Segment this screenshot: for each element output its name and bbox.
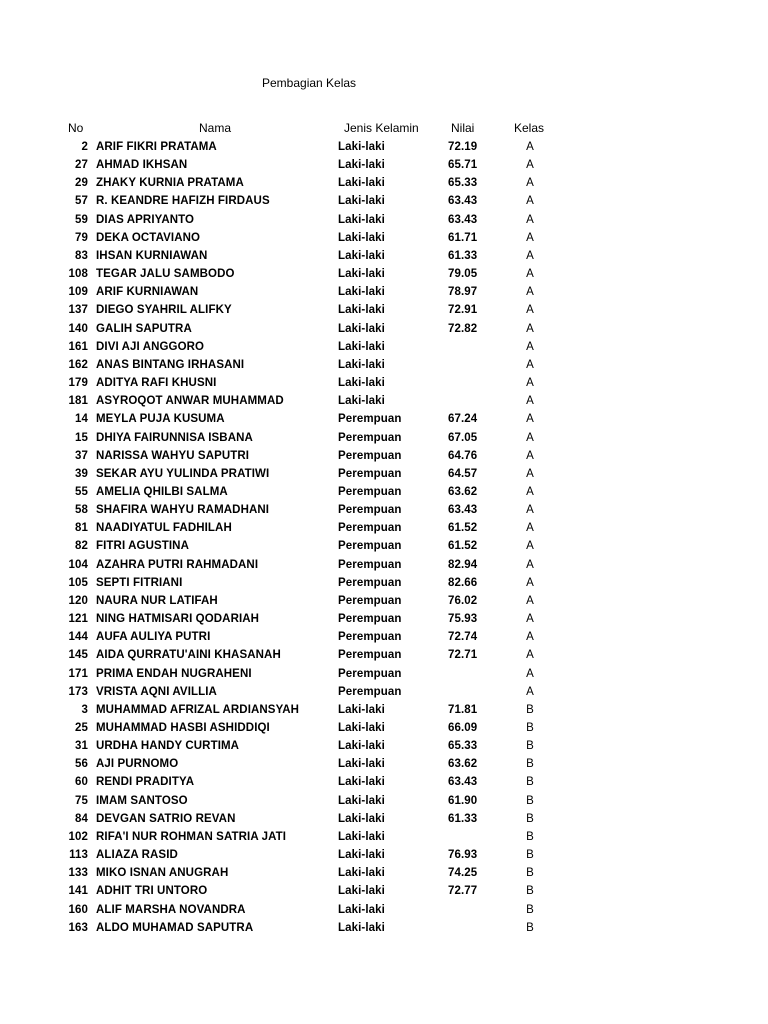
cell-nama: AIDA QURRATU'AINI KHASANAH [96, 649, 281, 662]
cell-nama: DIVI AJI ANGGORO [96, 340, 205, 353]
table-row [0, 158, 768, 176]
cell-no: 75 [75, 794, 88, 807]
table-row [0, 812, 768, 830]
cell-nama: ALIF MARSHA NOVANDRA [96, 903, 246, 916]
cell-kelas: B [526, 794, 534, 807]
cell-jenis-kelamin: Perempuan [338, 576, 402, 589]
cell-nama: R. KEANDRE HAFIZH FIRDAUS [96, 195, 270, 208]
cell-kelas: B [526, 830, 534, 843]
table-row [0, 903, 768, 921]
table-row [0, 358, 768, 376]
cell-jenis-kelamin: Laki-laki [338, 830, 385, 843]
cell-nama: DHIYA FAIRUNNISA ISBANA [96, 431, 253, 444]
table-row [0, 412, 768, 430]
cell-no: 160 [68, 903, 88, 916]
table-row [0, 667, 768, 685]
cell-kelas: A [526, 467, 534, 480]
cell-no: 144 [68, 631, 88, 644]
cell-nama: AJI PURNOMO [96, 758, 179, 771]
cell-nama: SEKAR AYU YULINDA PRATIWI [96, 467, 270, 480]
cell-jenis-kelamin: Laki-laki [338, 849, 385, 862]
cell-nama: PRIMA ENDAH NUGRAHENI [96, 667, 252, 680]
cell-nilai: 61.90 [448, 794, 478, 807]
cell-kelas: A [526, 667, 534, 680]
cell-nama: AMELIA QHILBI SALMA [96, 485, 228, 498]
cell-no: 113 [69, 849, 88, 862]
cell-jenis-kelamin: Laki-laki [338, 867, 385, 880]
cell-kelas: B [526, 776, 534, 789]
cell-no: 37 [75, 449, 88, 462]
cell-nama: DEVGAN SATRIO REVAN [96, 812, 236, 825]
cell-nilai: 71.81 [448, 703, 478, 716]
cell-no: 137 [68, 304, 88, 317]
cell-kelas: B [526, 758, 534, 771]
cell-no: 3 [81, 703, 88, 716]
cell-nama: ARIF KURNIAWAN [96, 286, 199, 299]
cell-kelas: A [526, 685, 534, 698]
table-row [0, 194, 768, 212]
cell-no: 171 [68, 667, 88, 680]
cell-jenis-kelamin: Perempuan [338, 485, 402, 498]
table-row [0, 485, 768, 503]
cell-no: 57 [75, 195, 88, 208]
column-header-nama: Nama [199, 121, 232, 135]
cell-jenis-kelamin: Laki-laki [338, 177, 385, 190]
cell-kelas: A [526, 159, 534, 172]
cell-nama: IMAM SANTOSO [96, 794, 188, 807]
cell-kelas: A [526, 540, 534, 553]
cell-nama: NING HATMISARI QODARIAH [96, 613, 260, 626]
cell-kelas: B [526, 703, 534, 716]
cell-kelas: A [526, 231, 534, 244]
table-row [0, 249, 768, 267]
cell-kelas: B [526, 867, 534, 880]
cell-nilai: 63.62 [448, 758, 478, 771]
cell-nama: AHMAD IKHSAN [96, 159, 188, 172]
cell-nama: TEGAR JALU SAMBODO [96, 268, 235, 281]
cell-jenis-kelamin: Perempuan [338, 649, 402, 662]
table-row [0, 794, 768, 812]
cell-no: 145 [68, 649, 88, 662]
cell-no: 55 [75, 485, 88, 498]
table-row [0, 285, 768, 303]
cell-kelas: A [526, 377, 534, 390]
cell-nama: RIFA'I NUR ROHMAN SATRIA JATI [96, 830, 287, 843]
table-row [0, 394, 768, 412]
cell-no: 173 [68, 685, 88, 698]
cell-kelas: A [526, 249, 534, 262]
table-row [0, 685, 768, 703]
cell-nilai: 76.93 [448, 849, 478, 862]
cell-jenis-kelamin: Perempuan [338, 504, 402, 517]
cell-jenis-kelamin: Laki-laki [338, 740, 385, 753]
cell-nilai: 79.05 [448, 268, 478, 281]
cell-kelas: A [526, 177, 534, 190]
cell-no: 120 [68, 594, 88, 607]
cell-kelas: B [526, 812, 534, 825]
cell-no: 121 [68, 613, 88, 626]
cell-kelas: A [526, 304, 534, 317]
cell-nilai: 82.66 [448, 576, 478, 589]
table-row [0, 449, 768, 467]
cell-kelas: A [526, 213, 534, 226]
cell-jenis-kelamin: Perempuan [338, 685, 402, 698]
cell-jenis-kelamin: Laki-laki [338, 322, 385, 335]
cell-nama: SEPTI FITRIANI [96, 576, 183, 589]
cell-nilai: 67.05 [448, 431, 478, 444]
table-body [0, 140, 768, 939]
cell-nama: IHSAN KURNIAWAN [96, 249, 208, 262]
cell-jenis-kelamin: Laki-laki [338, 358, 385, 371]
table-row [0, 176, 768, 194]
cell-jenis-kelamin: Perempuan [338, 522, 402, 535]
cell-kelas: B [526, 921, 534, 934]
page-title: Pembagian Kelas [262, 76, 357, 90]
table-row [0, 739, 768, 757]
table-row [0, 521, 768, 539]
cell-kelas: A [526, 485, 534, 498]
table-row [0, 775, 768, 793]
cell-no: 2 [81, 141, 88, 153]
cell-nilai: 64.57 [448, 467, 478, 480]
cell-no: 161 [68, 340, 88, 353]
cell-no: 163 [68, 921, 88, 934]
cell-kelas: A [526, 413, 534, 426]
cell-no: 82 [75, 540, 88, 553]
table-row [0, 539, 768, 557]
cell-nama: ALIAZA RASID [96, 849, 178, 862]
cell-nilai: 72.82 [448, 322, 478, 335]
cell-jenis-kelamin: Perempuan [338, 540, 402, 553]
cell-nilai: 64.76 [448, 449, 478, 462]
cell-nama: NAURA NUR LATIFAH [96, 594, 218, 607]
cell-no: 105 [68, 576, 88, 589]
cell-no: 29 [75, 177, 88, 190]
cell-jenis-kelamin: Perempuan [338, 613, 402, 626]
cell-nama: MUHAMMAD AFRIZAL ARDIANSYAH [96, 703, 300, 716]
column-header-jenis-kelamin: Jenis Kelamin [344, 121, 419, 135]
cell-nama: ASYROQOT ANWAR MUHAMMAD [96, 395, 284, 408]
cell-no: 58 [75, 504, 88, 517]
cell-nilai: 63.43 [448, 195, 478, 208]
cell-kelas: B [526, 849, 534, 862]
cell-kelas: A [526, 522, 534, 535]
cell-nilai: 67.24 [448, 413, 478, 426]
cell-kelas: A [526, 286, 534, 299]
table-row [0, 630, 768, 648]
table-row [0, 322, 768, 340]
cell-nama: NAADIYATUL FADHILAH [96, 522, 232, 535]
cell-no: 108 [68, 268, 88, 281]
cell-jenis-kelamin: Laki-laki [338, 377, 385, 390]
table-row [0, 848, 768, 866]
cell-jenis-kelamin: Laki-laki [338, 340, 385, 353]
table-row [0, 830, 768, 848]
table-row [0, 213, 768, 231]
cell-nama: ADITYA RAFI KHUSNI [96, 377, 217, 390]
cell-no: 104 [68, 558, 88, 571]
cell-kelas: A [526, 322, 534, 335]
cell-jenis-kelamin: Laki-laki [338, 903, 385, 916]
cell-kelas: A [526, 195, 534, 208]
table-row [0, 467, 768, 485]
cell-no: 133 [68, 867, 88, 880]
cell-jenis-kelamin: Laki-laki [338, 231, 385, 244]
cell-jenis-kelamin: Laki-laki [338, 159, 385, 172]
cell-no: 181 [68, 395, 88, 408]
cell-nama: AZAHRA PUTRI RAHMADANI [96, 558, 259, 571]
cell-jenis-kelamin: Laki-laki [338, 195, 385, 208]
cell-kelas: A [526, 358, 534, 371]
cell-no: 141 [68, 885, 88, 898]
cell-kelas: A [526, 649, 534, 662]
cell-no: 59 [75, 213, 88, 226]
cell-no: 179 [68, 377, 88, 390]
cell-nama: MIKO ISNAN ANUGRAH [96, 867, 229, 880]
cell-jenis-kelamin: Laki-laki [338, 703, 385, 716]
cell-nama: GALIH SAPUTRA [96, 322, 192, 335]
cell-jenis-kelamin: Perempuan [338, 449, 402, 462]
cell-jenis-kelamin: Perempuan [338, 558, 402, 571]
cell-nilai: 78.97 [448, 286, 478, 299]
cell-nilai: 63.62 [448, 485, 478, 498]
column-header-kelas: Kelas [514, 121, 545, 135]
cell-nilai: 65.33 [448, 177, 478, 190]
cell-jenis-kelamin: Laki-laki [338, 249, 385, 262]
cell-jenis-kelamin: Laki-laki [338, 776, 385, 789]
cell-kelas: A [526, 268, 534, 281]
cell-kelas: B [526, 740, 534, 753]
cell-jenis-kelamin: Laki-laki [338, 268, 385, 281]
cell-no: 81 [75, 522, 88, 535]
cell-nilai: 66.09 [448, 722, 478, 734]
cell-jenis-kelamin: Laki-laki [338, 921, 385, 934]
cell-nama: AUFA AULIYA PUTRI [96, 631, 211, 644]
column-header-nilai: Nilai [451, 121, 475, 135]
cell-kelas: A [526, 431, 534, 444]
cell-nilai: 61.33 [448, 249, 478, 262]
cell-no: 140 [68, 322, 88, 335]
table-row [0, 558, 768, 576]
cell-jenis-kelamin: Laki-laki [338, 213, 385, 226]
cell-nilai: 82.94 [448, 558, 478, 571]
cell-no: 25 [75, 722, 88, 734]
cell-kelas: B [526, 722, 534, 734]
cell-nilai: 63.43 [448, 213, 478, 226]
cell-nilai: 61.52 [448, 522, 478, 535]
table-row [0, 866, 768, 884]
cell-no: 27 [75, 159, 88, 172]
table-row [0, 921, 768, 939]
cell-kelas: A [526, 576, 534, 589]
cell-nama: DIAS APRIYANTO [96, 213, 195, 226]
cell-jenis-kelamin: Perempuan [338, 467, 402, 480]
cell-nama: ALDO MUHAMAD SAPUTRA [96, 921, 254, 934]
cell-jenis-kelamin: Perempuan [338, 413, 402, 426]
cell-kelas: A [526, 449, 534, 462]
cell-no: 60 [75, 776, 88, 789]
cell-nilai: 61.71 [448, 231, 478, 244]
cell-nilai: 65.71 [448, 159, 478, 172]
cell-kelas: B [526, 885, 534, 898]
table-row [0, 884, 768, 902]
cell-kelas: A [526, 613, 534, 626]
cell-no: 102 [68, 830, 88, 843]
cell-nama: NARISSA WAHYU SAPUTRI [96, 449, 250, 462]
cell-nilai: 72.71 [448, 649, 478, 662]
cell-kelas: A [526, 594, 534, 607]
cell-nilai: 72.77 [448, 885, 478, 898]
cell-kelas: A [526, 141, 534, 153]
cell-jenis-kelamin: Perempuan [338, 594, 402, 607]
cell-nilai: 65.33 [448, 740, 478, 753]
table-row [0, 376, 768, 394]
cell-kelas: A [526, 558, 534, 571]
table-row [0, 721, 768, 739]
table-row [0, 303, 768, 321]
cell-jenis-kelamin: Laki-laki [338, 304, 385, 317]
cell-nilai: 72.74 [448, 631, 478, 644]
cell-nama: MEYLA PUJA KUSUMA [96, 413, 225, 426]
table-row [0, 267, 768, 285]
table-row [0, 231, 768, 249]
table-row [0, 576, 768, 594]
cell-jenis-kelamin: Laki-laki [338, 758, 385, 771]
table-row [0, 757, 768, 775]
cell-jenis-kelamin: Laki-laki [338, 395, 385, 408]
cell-kelas: A [526, 631, 534, 644]
table-row [0, 503, 768, 521]
cell-kelas: A [526, 395, 534, 408]
cell-jenis-kelamin: Laki-laki [338, 722, 385, 734]
cell-jenis-kelamin: Perempuan [338, 631, 402, 644]
cell-jenis-kelamin: Laki-laki [338, 885, 385, 898]
cell-nama: DEKA OCTAVIANO [96, 231, 201, 244]
cell-no: 83 [75, 249, 88, 262]
cell-nilai: 76.02 [448, 594, 478, 607]
cell-nama: RENDI PRADITYA [96, 776, 195, 789]
cell-no: 84 [75, 812, 88, 825]
cell-nama: ARIF FIKRI PRATAMA [96, 141, 217, 153]
cell-nilai: 74.25 [448, 867, 478, 880]
cell-jenis-kelamin: Laki-laki [338, 141, 385, 153]
cell-nama: ZHAKY KURNIA PRATAMA [96, 177, 244, 190]
cell-nama: SHAFIRA WAHYU RAMADHANI [96, 504, 270, 517]
cell-no: 162 [68, 358, 88, 371]
cell-jenis-kelamin: Perempuan [338, 667, 402, 680]
cell-nilai: 72.19 [448, 141, 478, 153]
cell-nilai: 63.43 [448, 504, 478, 517]
cell-nama: FITRI AGUSTINA [96, 540, 189, 553]
cell-nilai: 75.93 [448, 613, 478, 626]
table-row [0, 594, 768, 612]
cell-kelas: A [526, 504, 534, 517]
cell-no: 79 [75, 231, 88, 244]
cell-kelas: A [526, 340, 534, 353]
column-header-no: No [68, 121, 84, 135]
cell-kelas: B [526, 903, 534, 916]
table-row [0, 648, 768, 666]
table-row [0, 140, 768, 158]
cell-no: 14 [75, 413, 88, 426]
cell-jenis-kelamin: Laki-laki [338, 286, 385, 299]
table-row [0, 431, 768, 449]
cell-nama: DIEGO SYAHRIL ALIFKY [96, 304, 232, 317]
cell-jenis-kelamin: Perempuan [338, 431, 402, 444]
cell-no: 15 [75, 431, 88, 444]
cell-nama: URDHA HANDY CURTIMA [96, 740, 240, 753]
cell-nilai: 63.43 [448, 776, 478, 789]
cell-no: 109 [68, 286, 88, 299]
cell-nama: MUHAMMAD HASBI ASHIDDIQI [96, 722, 270, 734]
cell-nama: ADHIT TRI UNTORO [96, 885, 208, 898]
cell-nama: VRISTA AQNI AVILLIA [96, 685, 217, 698]
table-row [0, 612, 768, 630]
cell-nilai: 61.33 [448, 812, 478, 825]
cell-no: 31 [75, 740, 88, 753]
cell-nilai: 72.91 [448, 304, 478, 317]
cell-nama: ANAS BINTANG IRHASANI [96, 358, 245, 371]
cell-jenis-kelamin: Laki-laki [338, 812, 385, 825]
cell-no: 39 [75, 467, 88, 480]
table-row [0, 703, 768, 721]
table-header [0, 121, 768, 135]
cell-no: 56 [75, 758, 88, 771]
cell-nilai: 61.52 [448, 540, 478, 553]
table-row [0, 340, 768, 358]
cell-jenis-kelamin: Laki-laki [338, 794, 385, 807]
